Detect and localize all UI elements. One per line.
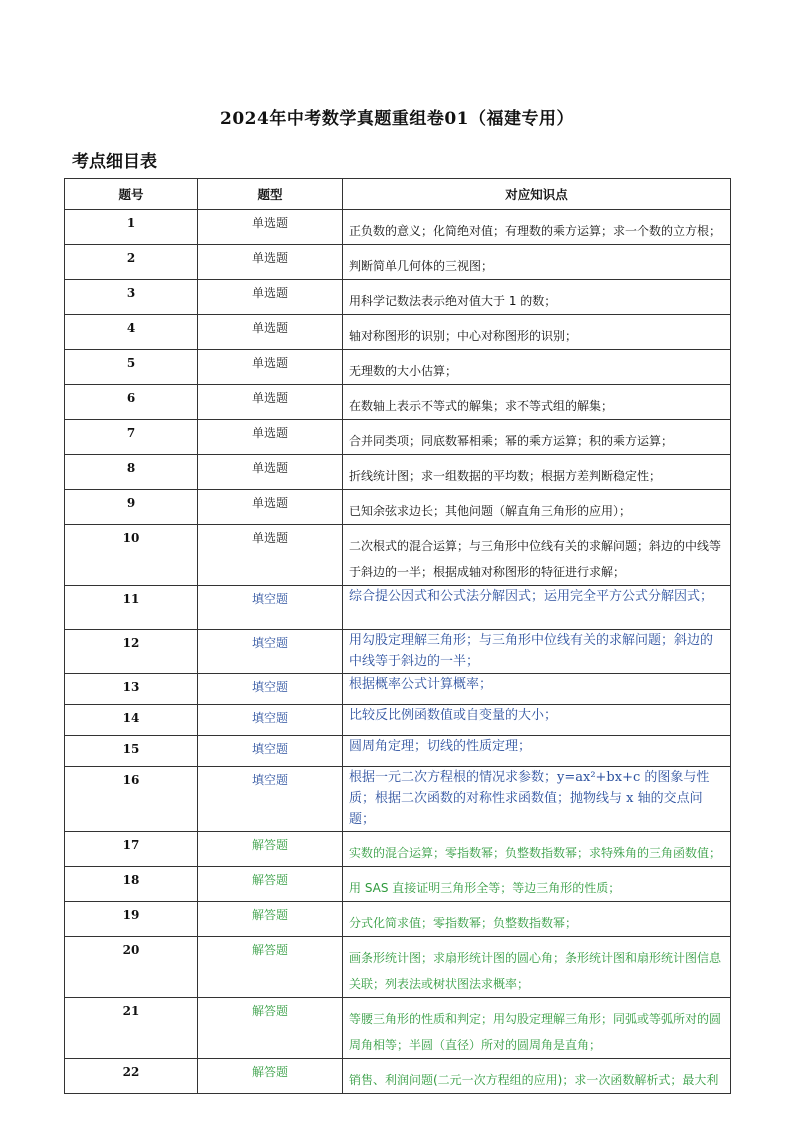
knowledge-points-cell: 在数轴上表示不等式的解集；求不等式组的解集； <box>343 385 731 420</box>
knowledge-points-cell: 用勾股定理解三角形；与三角形中位线有关的求解问题；斜边的中线等于斜边的一半； <box>343 630 731 674</box>
table-row <box>65 350 731 385</box>
table-row <box>65 832 731 867</box>
question-type-cell: 单选题 <box>198 315 343 350</box>
question-number-cell: 7 <box>65 420 198 455</box>
knowledge-points-cell: 折线统计图；求一组数据的平均数；根据方差判断稳定性； <box>343 455 731 490</box>
question-number-cell: 5 <box>65 350 198 385</box>
question-type-cell: 解答题 <box>198 832 343 867</box>
question-number-cell: 22 <box>65 1059 198 1094</box>
question-type-cell: 解答题 <box>198 998 343 1059</box>
question-number-cell: 14 <box>65 705 198 736</box>
table-row <box>65 630 731 674</box>
knowledge-points-cell: 正负数的意义；化简绝对值；有理数的乘方运算；求一个数的立方根； <box>343 210 731 245</box>
question-number-cell: 18 <box>65 867 198 902</box>
knowledge-points-cell: 实数的混合运算；零指数幂；负整数指数幂；求特殊角的三角函数值； <box>343 832 731 867</box>
knowledge-points-cell: 用 SAS 直接证明三角形全等；等边三角形的性质； <box>343 867 731 902</box>
knowledge-points-cell: 等腰三角形的性质和判定；用勾股定理解三角形；同弧或等弧所对的圆周角相等；半圆（直径）所对的圆周角是直角； <box>343 998 731 1059</box>
table-row <box>65 1059 731 1094</box>
section-title: 考点细目表 <box>72 152 157 172</box>
header-question-number: 题号 <box>65 179 198 210</box>
question-number-cell: 4 <box>65 315 198 350</box>
question-number-cell: 17 <box>65 832 198 867</box>
question-type-cell: 填空题 <box>198 674 343 705</box>
knowledge-points-cell: 合并同类项；同底数幂相乘；幂的乘方运算；积的乘方运算； <box>343 420 731 455</box>
table-row <box>65 736 731 767</box>
question-type-cell: 单选题 <box>198 455 343 490</box>
knowledge-points-cell: 圆周角定理；切线的性质定理； <box>343 736 731 767</box>
table-row <box>65 385 731 420</box>
table-row <box>65 674 731 705</box>
question-number-cell: 9 <box>65 490 198 525</box>
table-row <box>65 245 731 280</box>
question-type-cell: 单选题 <box>198 490 343 525</box>
knowledge-points-cell: 分式化简求值；零指数幂；负整数指数幂； <box>343 902 731 937</box>
question-type-cell: 填空题 <box>198 736 343 767</box>
question-type-cell: 解答题 <box>198 902 343 937</box>
table-row <box>65 705 731 736</box>
header-question-type: 题型 <box>198 179 343 210</box>
table-row <box>65 586 731 630</box>
table-row <box>65 455 731 490</box>
question-type-cell: 单选题 <box>198 280 343 315</box>
table-row <box>65 420 731 455</box>
question-number-cell: 3 <box>65 280 198 315</box>
table-row <box>65 525 731 586</box>
question-type-cell: 单选题 <box>198 245 343 280</box>
question-type-cell: 单选题 <box>198 210 343 245</box>
question-type-cell: 解答题 <box>198 937 343 998</box>
header-knowledge-points: 对应知识点 <box>343 179 731 210</box>
table-header-row <box>65 179 731 210</box>
question-type-cell: 单选题 <box>198 385 343 420</box>
table-row <box>65 490 731 525</box>
question-number-cell: 15 <box>65 736 198 767</box>
question-number-cell: 16 <box>65 767 198 832</box>
table-row <box>65 767 731 832</box>
knowledge-points-cell: 用科学记数法表示绝对值大于 1 的数； <box>343 280 731 315</box>
question-number-cell: 21 <box>65 998 198 1059</box>
question-type-cell: 单选题 <box>198 350 343 385</box>
table-row <box>65 210 731 245</box>
question-number-cell: 19 <box>65 902 198 937</box>
knowledge-points-cell: 二次根式的混合运算；与三角形中位线有关的求解问题；斜边的中线等于斜边的一半；根据成轴对称图形的特征进行求解； <box>343 525 731 586</box>
table-row <box>65 902 731 937</box>
question-number-cell: 10 <box>65 525 198 586</box>
table-row <box>65 280 731 315</box>
question-number-cell: 13 <box>65 674 198 705</box>
knowledge-points-cell: 销售、利润问题(二元一次方程组的应用)；求一次函数解析式；最大利 <box>343 1059 731 1094</box>
question-type-cell: 解答题 <box>198 867 343 902</box>
question-number-cell: 6 <box>65 385 198 420</box>
question-number-cell: 12 <box>65 630 198 674</box>
question-number-cell: 2 <box>65 245 198 280</box>
table-row <box>65 315 731 350</box>
knowledge-points-cell: 无理数的大小估算； <box>343 350 731 385</box>
question-type-cell: 填空题 <box>198 630 343 674</box>
question-number-cell: 1 <box>65 210 198 245</box>
question-type-cell: 单选题 <box>198 420 343 455</box>
knowledge-points-cell: 根据概率公式计算概率； <box>343 674 731 705</box>
question-type-cell: 单选题 <box>198 525 343 586</box>
document-title: 2024年中考数学真题重组卷01（福建专用） <box>220 109 574 129</box>
question-type-cell: 填空题 <box>198 586 343 630</box>
question-type-cell: 解答题 <box>198 1059 343 1094</box>
question-type-cell: 填空题 <box>198 767 343 832</box>
knowledge-points-cell: 已知余弦求边长；其他问题（解直角三角形的应用）； <box>343 490 731 525</box>
knowledge-points-cell: 画条形统计图；求扇形统计图的圆心角；条形统计图和扇形统计图信息关联；列表法或树状图法求概率； <box>343 937 731 998</box>
knowledge-points-cell: 综合提公因式和公式法分解因式；运用完全平方公式分解因式； <box>343 586 731 630</box>
knowledge-points-cell: 判断简单几何体的三视图； <box>343 245 731 280</box>
question-number-cell: 8 <box>65 455 198 490</box>
knowledge-points-table <box>64 178 731 1094</box>
knowledge-points-cell: 轴对称图形的识别；中心对称图形的识别； <box>343 315 731 350</box>
table-row <box>65 867 731 902</box>
question-type-cell: 填空题 <box>198 705 343 736</box>
question-number-cell: 11 <box>65 586 198 630</box>
table-row <box>65 998 731 1059</box>
table-row <box>65 937 731 998</box>
knowledge-points-cell: 根据一元二次方程根的情况求参数；y=ax²+bx+c 的图象与性质；根据二次函数的对称性求函数值；抛物线与 x 轴的交点问题； <box>343 767 731 832</box>
question-number-cell: 20 <box>65 937 198 998</box>
knowledge-points-cell: 比较反比例函数值或自变量的大小； <box>343 705 731 736</box>
